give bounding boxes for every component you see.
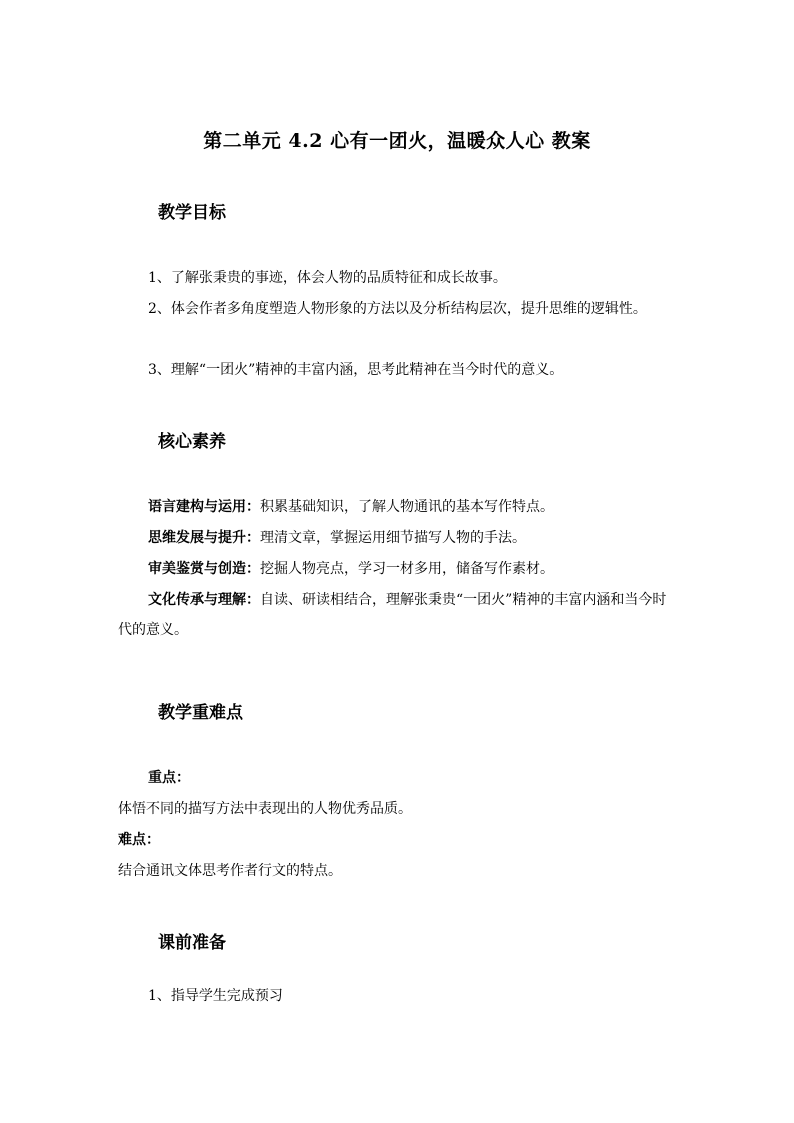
literacy-item-4: 文化传承与理解：自读、研读相结合，理解张秉贵“一团火”精神的丰富内涵和当今时代的意义。 bbox=[118, 592, 667, 638]
heading-keypoints: 教学重难点 bbox=[158, 703, 243, 723]
difficult-point-label: 难点： bbox=[118, 832, 160, 848]
objective-item-1: 1、了解张秉贵的事迹，体会人物的品质特征和成长故事。 bbox=[148, 270, 507, 286]
heading-preparation: 课前准备 bbox=[158, 933, 226, 953]
preparation-item-1: 1、指导学生完成预习 bbox=[148, 988, 283, 1004]
objective-item-2: 2、体会作者多角度塑造人物形象的方法以及分析结构层次，提升思维的逻辑性。 bbox=[148, 301, 647, 317]
key-point-text: 体悟不同的描写方法中表现出的人物优秀品质。 bbox=[118, 801, 412, 817]
literacy-item-3: 审美鉴赏与创造：挖掘人物亮点，学习一材多用，储备写作素材。 bbox=[148, 561, 554, 577]
objective-item-3: 3、理解“一团火”精神的丰富内涵，思考此精神在当今时代的意义。 bbox=[148, 362, 564, 378]
document-title: 第二单元 4.2 心有一团火，温暖众人心 教案 bbox=[203, 130, 591, 152]
difficult-point-text: 结合通讯文体思考作者行文的特点。 bbox=[118, 863, 342, 879]
heading-objectives: 教学目标 bbox=[158, 203, 226, 223]
literacy-item-1: 语言建构与运用：积累基础知识，了解人物通讯的基本写作特点。 bbox=[148, 499, 554, 515]
literacy-item-2: 思维发展与提升：理清文章，掌握运用细节描写人物的手法。 bbox=[148, 530, 526, 546]
heading-literacy: 核心素养 bbox=[158, 432, 226, 452]
key-point-label: 重点： bbox=[148, 770, 190, 786]
